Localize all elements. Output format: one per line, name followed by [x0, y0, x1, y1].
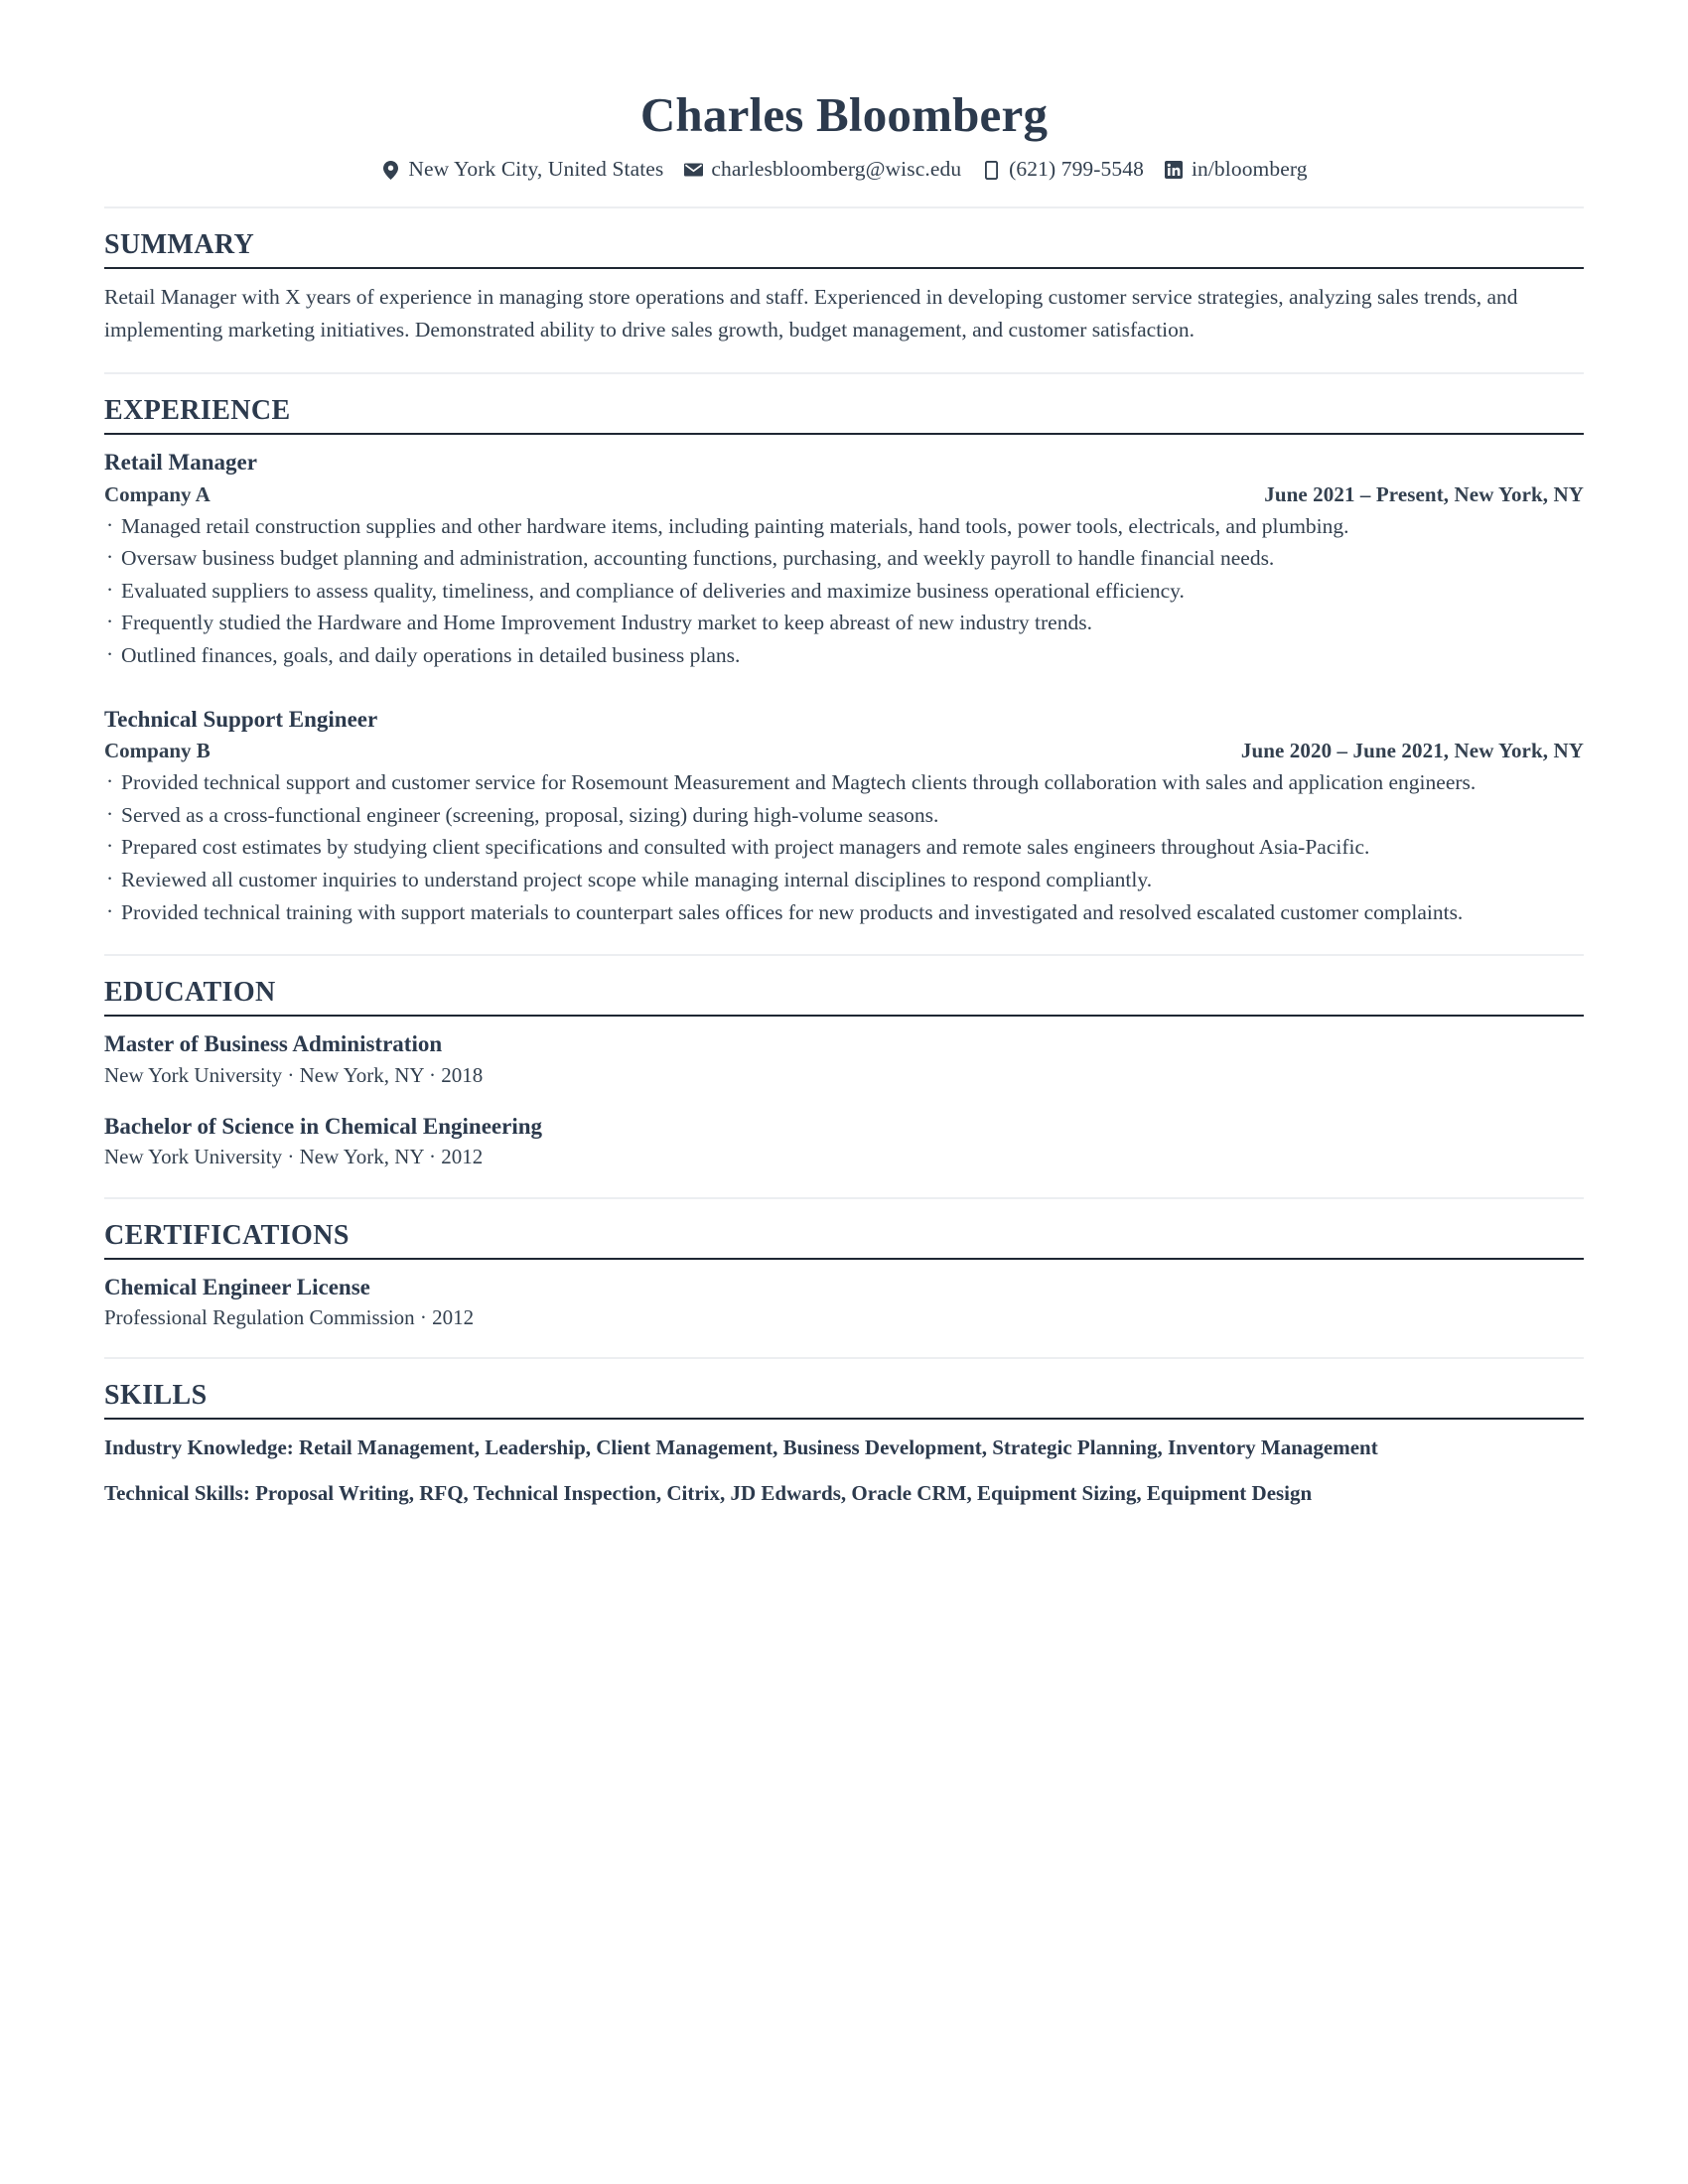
certification-details: Professional Regulation Commission · 2012: [104, 1305, 475, 1330]
location-pin-icon: [380, 160, 400, 180]
page-title: Charles Bloomberg: [639, 87, 1049, 142]
section-rule-experience: [104, 433, 1584, 435]
section-rule-education: [104, 1015, 1584, 1017]
section-rule-summary: [104, 267, 1584, 269]
section-education: [104, 978, 1584, 1171]
job-bullets: [104, 511, 1584, 672]
contact-email[interactable]: [683, 159, 961, 181]
job-company: Company A: [104, 481, 211, 506]
section-experience: [104, 396, 1584, 928]
certification-name: Chemical Engineer License: [104, 1274, 370, 1299]
experience-divider: [104, 954, 1584, 956]
contact-location: [380, 159, 663, 181]
certifications-divider: [104, 1357, 1584, 1359]
summary-text: Retail Manager with X years of experience in managing store operations and staff. Experienced in developing customer service strategies, analyzing sales trends, and implementing marketing initiatives. Demonstrated ability to drive sales growth, budget management, and customer satisfaction.: [104, 284, 1518, 341]
section-title-certifications: CERTIFICATIONS: [104, 1219, 350, 1251]
job-meta: [104, 482, 1584, 507]
job-bullet: · Outlined finances, goals, and daily operations in detailed business plans.: [104, 640, 1584, 672]
education-item: [104, 1113, 1584, 1171]
certification-item: [104, 1274, 1584, 1332]
contact-phone-text: (621) 799-5548: [1009, 157, 1144, 182]
experience-item: [104, 706, 1584, 929]
job-bullet: · Provided technical training with support materials to counterpart sales offices for new products and investigated and resolved escalated customer complaints.: [104, 897, 1584, 929]
education-degree: Bachelor of Science in Chemical Engineering: [104, 1113, 543, 1139]
skill-group: Technical Skills: Proposal Writing, RFQ, Technical Inspection, Citrix, JD Edwards, Oracle CRM, Equipment Sizing, Equipment Design: [104, 1480, 1313, 1505]
experience-item: [104, 449, 1584, 672]
education-details: New York University · New York, NY · 2012: [104, 1145, 484, 1169]
job-bullet: · Managed retail construction supplies and other hardware items, including painting materials, hand tools, power tools, electricals, and plumbing.: [104, 511, 1584, 543]
skill-group: Industry Knowledge: Retail Management, Leadership, Client Management, Business Development, Strategic Planning, Inventory Management: [104, 1435, 1378, 1460]
contact-phone: [981, 159, 1144, 181]
job-position: Technical Support Engineer: [104, 706, 378, 732]
education-details: New York University · New York, NY · 2018: [104, 1062, 484, 1087]
job-company: Company B: [104, 739, 211, 763]
job-position: Retail Manager: [104, 450, 257, 476]
section-title-summary: SUMMARY: [104, 228, 255, 260]
summary-divider: [104, 372, 1584, 374]
job-period-location: June 2020 – June 2021, New York, NY: [1240, 739, 1584, 763]
job-bullet: · Oversaw business budget planning and administration, accounting functions, purchasing, and weekly payroll to handle financial needs.: [104, 543, 1584, 575]
job-bullet: · Prepared cost estimates by studying client specifications and consulted with project managers and remote sales engineers throughout Asia-Pacific.: [104, 832, 1584, 864]
section-rule-certifications: [104, 1258, 1584, 1260]
header-divider: [104, 206, 1584, 208]
job-bullet: · Evaluated suppliers to assess quality, timeliness, and compliance of deliveries and maximize business operational efficiency.: [104, 576, 1584, 608]
education-item: [104, 1030, 1584, 1089]
job-period-location: June 2021 – Present, New York, NY: [1264, 481, 1584, 506]
section-title-experience: EXPERIENCE: [104, 395, 291, 427]
section-summary: [104, 230, 1584, 346]
section-title-skills: SKILLS: [104, 1380, 208, 1412]
mobile-phone-icon: [981, 160, 1001, 180]
linkedin-icon: [1164, 160, 1184, 180]
envelope-icon: [683, 160, 703, 180]
contact-linkedin-text: in/bloomberg: [1191, 157, 1308, 182]
contact-linkedin[interactable]: [1164, 159, 1308, 181]
job-bullet: · Provided technical support and customer service for Rosemount Measurement and Magtech clients through collaboration with sales and application engineers.: [104, 767, 1584, 799]
job-bullets: [104, 767, 1584, 928]
job-bullet: · Reviewed all customer inquiries to understand project scope while managing internal disciplines to respond compliantly.: [104, 865, 1584, 896]
job-bullet: · Served as a cross-functional engineer (screening, proposal, sizing) during high-volume seasons.: [104, 800, 1584, 832]
section-certifications: [104, 1221, 1584, 1332]
job-bullet: · Frequently studied the Hardware and Home Improvement Industry market to keep abreast of new industry trends.: [104, 608, 1584, 639]
job-meta: [104, 739, 1584, 763]
contact-location-text: New York City, United States: [408, 157, 664, 182]
section-title-education: EDUCATION: [104, 977, 276, 1009]
contact-email-text: charlesbloomberg@wisc.edu: [711, 157, 962, 182]
section-rule-skills: [104, 1418, 1584, 1420]
resume-header: [104, 60, 1584, 181]
contact-line: [104, 159, 1584, 181]
education-divider: [104, 1197, 1584, 1199]
education-degree: Master of Business Administration: [104, 1030, 443, 1056]
section-skills: [104, 1381, 1584, 1508]
